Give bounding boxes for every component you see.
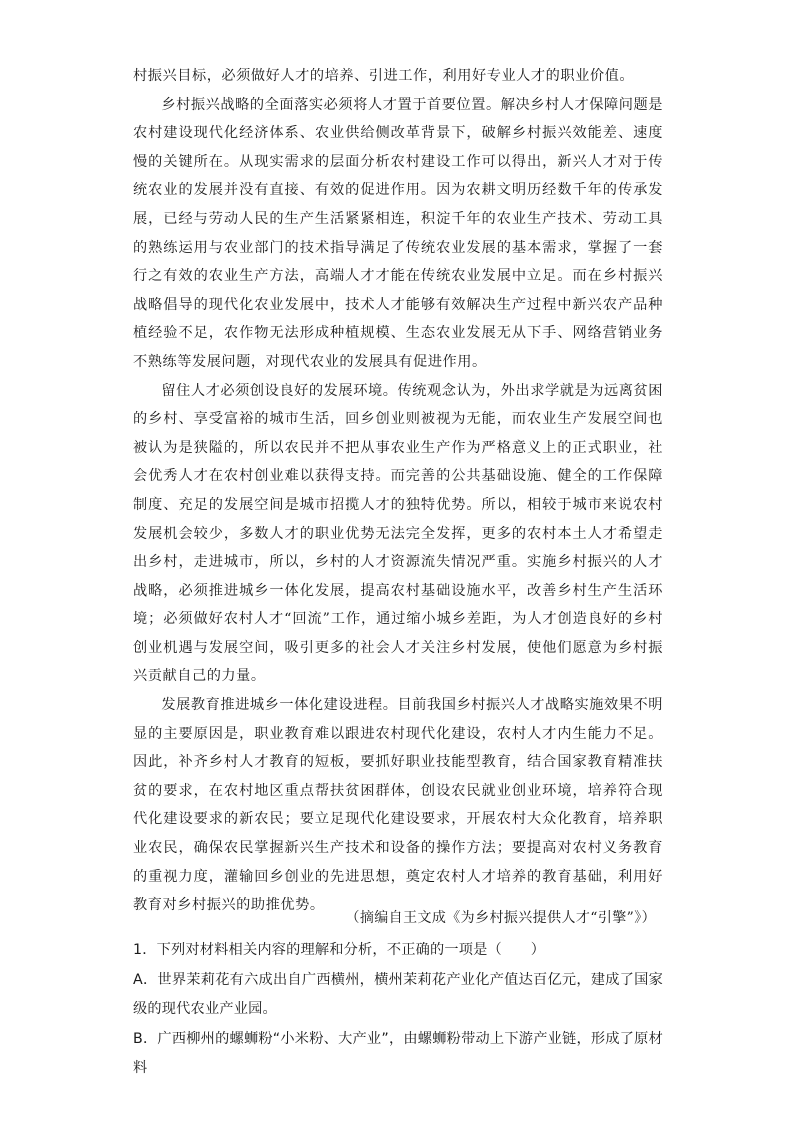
question-block [133,936,663,1084]
article-body [133,62,663,920]
article-paragraph: 乡村振兴战略的全面落实必须将人才置于首要位置。解决乡村人才保障问题是农村建设现代化经济体系、农业供给侧改革背景下，破解乡村振兴效能差、速度慢的关键所在。从现实需求的层面分析农村建设工作可以得出，新兴人才对于传统农业的发展并没有直接、有效的促进作用。因为农耕文明历经数千年的传承发展，已经与劳动人民的生产生活紧紧相连，积淀千年的农业生产技术、劳动工具的熟练运用与农业部门的技术指导满足了传统农业发展的基本需求，掌握了一套行之有效的农业生产方法，高端人才才能在传统农业发展中立足。而在乡村振兴战略倡导的现代化农业发展中，技术人才能够有效解决生产过程中新兴农产品种植经验不足，农作物无法形成种植规模、生态农业发展无从下手、网络营销业务不熟练等发展问题，对现代农业的发展具有促进作用。 [133,96,663,370]
article-paragraph: 村振兴目标，必须做好人才的培养、引进工作，利用好专业人才的职业价值。 [133,68,635,84]
question-option-a: A．世界茉莉花有六成出自广西横州，横州茉莉花产业化产值达百亿元，建成了国家级的现代农业产业园。 [133,971,663,1017]
question-stem: 1．下列对材料相关内容的理解和分析，不正确的一项是（ ） [133,942,546,958]
article-source: （摘编自王文成《为乡村振兴提供人才“引擎”》） [345,910,656,926]
article-paragraph: 发展教育推进城乡一体化建设进程。目前我国乡村振兴人才战略实施效果不明显的主要原因是，职业教育难以跟进农村现代化建设，农村人才内生能力不足。因此，补齐乡村人才教育的短板，要抓好职业技能型教育，结合国家教育精准扶贫的要求，在农村地区重点帮扶贫困群体，创设农民就业创业环境，培养符合现代化建设要求的新农民；要立足现代化建设要求，开展农村大众化教育，培养职业农民，确保农民掌握新兴生产技术和设备的操作方法；要提高对农村义务教育的重视力度，灌输回乡创业的先进思想，奠定农村人才培养的教育基础，利用好教育对乡村振兴的助推优势。 [133,697,663,914]
question-option-b: B．广西柳州的螺蛳粉“小米粉、大产业”，由螺蛳粉带动上下游产业链，形成了原材料 [133,1030,663,1076]
article-paragraph: 留住人才必须创设良好的发展环境。传统观念认为，外出求学就是为远离贫困的乡村、享受富裕的城市生活，回乡创业则被视为无能，而农业生产发展空间也被认为是狭隘的，所以农民并不把从事农业生产作为严格意义上的正式职业，社会优秀人才在农村创业难以获得支持。而完善的公共基础设施、健全的工作保障制度、充足的发展空间是城市招揽人才的独特优势。所以，相较于城市来说农村发展机会较少，多数人才的职业优势无法完全发挥，更多的农村本土人才希望走出乡村，走进城市，所以，乡村的人才资源流失情况严重。实施乡村振兴的人才战略，必须推进城乡一体化发展，提高农村基础设施水平，改善乡村生产生活环境；必须做好农村人才“回流”工作，通过缩小城乡差距，为人才创造良好的乡村创业机遇与发展空间，吸引更多的社会人才关注乡村发展，使他们愿意为乡村振兴贡献自己的力量。 [133,382,663,685]
